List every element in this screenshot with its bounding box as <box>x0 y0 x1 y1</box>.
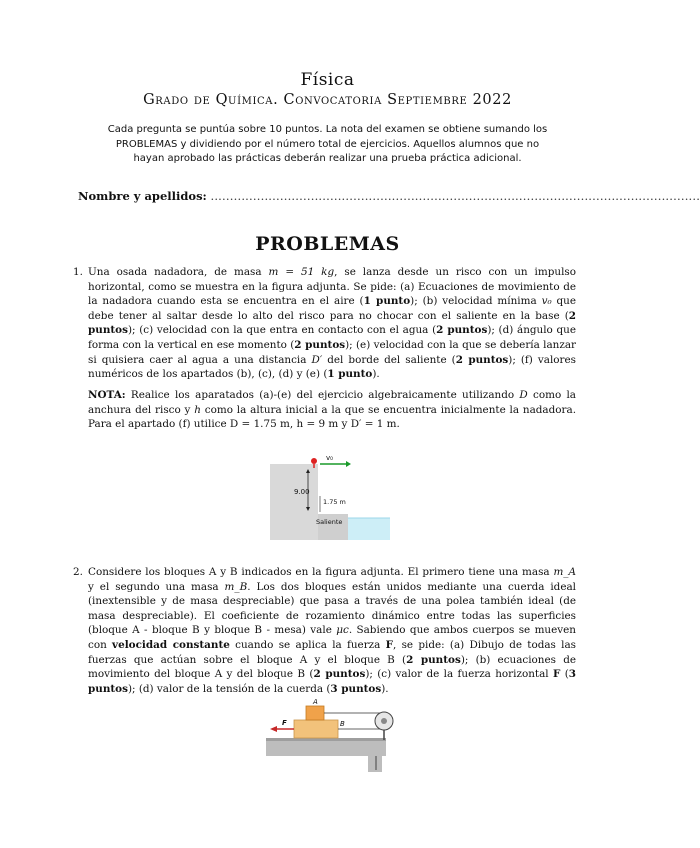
p2-mu: μc <box>336 624 349 637</box>
label-a: A <box>313 698 318 706</box>
label-b: B <box>340 720 345 728</box>
p1-text: ); (c) velocidad con la que entra en contacto con el agua ( <box>127 324 437 337</box>
p1-points: 1 punto <box>327 368 373 381</box>
page-title: Física <box>300 70 355 90</box>
p1-text: , se lanza desde un risco con un impulso horizontal, como se muestra en la figura adjunta. Se pide: (a) Ecuaciones de movimiento de la nadadora cuando esta se encuentra en el aire ( <box>88 266 576 308</box>
p1-points: 2 puntos <box>88 309 576 337</box>
exam-instructions: Cada pregunta se puntúa sobre 10 puntos. La nota del examen se obtiene sumando los PROBLEMAS y dividiendo por el número total de ejercicios. Aquellos alumnos que no hayan aprobado las prácticas deberán realizar una prueba práctica adicional. <box>107 124 548 164</box>
p2-mA: m_A <box>553 566 576 578</box>
label-f: F <box>282 719 287 727</box>
velocity-arrow-head <box>346 461 351 467</box>
blocks-figure <box>264 698 399 783</box>
p2-bold: velocidad constante <box>112 638 230 651</box>
p1-text: ); (b) velocidad mínima <box>410 295 542 308</box>
p1-points: 2 puntos <box>455 353 509 366</box>
p1-text: ); (d) ángulo que forma con la vertical en ese momento ( <box>88 324 576 351</box>
p1-mass: m = 51 kg <box>268 266 335 278</box>
note-text: como la anchura del risco y <box>88 389 576 416</box>
table-leg <box>368 756 382 772</box>
p1-points: 2 puntos <box>294 338 346 351</box>
width-label: 1.75 m <box>323 498 346 506</box>
force-arrow-head <box>270 726 277 732</box>
cliff-figure <box>270 452 390 540</box>
p2-force: F <box>385 638 394 651</box>
p2-mB: m_B <box>224 580 248 593</box>
v0-label: v₀ <box>326 454 333 462</box>
p1-text: del borde del saliente ( <box>322 353 456 366</box>
water <box>348 518 390 540</box>
note-label: NOTA: <box>88 389 126 401</box>
problem-1-note <box>88 388 576 432</box>
problem-2-text <box>88 565 576 696</box>
note-var: h <box>194 403 201 416</box>
p2-text: . Los dos bloques están unidos mediante una cuerda ideal (inextensible y de masa despreciable) que pasa a través de una polea también ideal (de masa despreciable). El coeficiente de rozamiento dinámico entre todas las superficies (bloque A - bloque B y bloque B - mesa) vale <box>88 580 577 637</box>
p2-text: , se pide: (a) Dibujo de todas las fuerzas que actúan sobre el bloque A y el bloque B ( <box>88 638 577 666</box>
p2-points: 3 puntos <box>330 682 382 695</box>
p1-points: 1 punto <box>363 295 411 308</box>
p2-points: 3 puntos <box>88 668 576 695</box>
p2-text: y el segundo una masa <box>88 580 225 593</box>
p1-text: ); (f) valores numéricos de los apartados (b), (c), (d) y (e) ( <box>88 353 576 381</box>
block-a <box>306 706 324 720</box>
p2-text: cuando se aplica la fuerza <box>229 638 386 651</box>
p1-points: 2 puntos <box>436 324 488 337</box>
note-text: Realice los aparatados (a)-(e) del ejercicio algebraicamente utilizando <box>125 389 520 401</box>
pulley-axle <box>381 718 387 724</box>
table <box>266 740 386 756</box>
table-top <box>266 738 386 741</box>
p2-points: 2 puntos <box>313 668 366 681</box>
p2-text: ); (c) valor de la fuerza horizontal <box>365 668 553 681</box>
p2-text: ); (b) ecuaciones de movimiento del bloque A y del bloque B ( <box>88 653 576 681</box>
ledge-label: Saliente <box>316 518 343 526</box>
problem-1-text <box>88 265 576 382</box>
block-b <box>294 720 338 738</box>
p2-text: ). <box>381 682 389 695</box>
note-var: D <box>519 389 528 401</box>
name-field[interactable] <box>78 189 700 203</box>
p1-text: ); (e) velocidad con la que se debería lanzar si quisiera caer al agua a una distancia <box>88 338 576 366</box>
section-title: PROBLEMAS <box>255 233 400 255</box>
p1-v0: v₀ <box>541 295 552 308</box>
p2-text: . Sabiendo que ambos cuerpos se mueven con <box>88 624 576 651</box>
name-label: Nombre y apellidos: <box>78 189 207 203</box>
p2-points: 2 puntos <box>406 653 461 666</box>
swimmer-icon <box>311 458 317 464</box>
cliff-rock <box>270 464 318 540</box>
p1-text: que debe tener al saltar desde lo alto del risco para no chocar con el saliente en la base ( <box>88 295 577 322</box>
p1-text: ). <box>372 368 380 381</box>
note-values: D = 1.75 m, h = 9 m y D′ = 1 m. <box>229 418 400 431</box>
problem-1 <box>74 265 576 382</box>
page-subtitle: Grado de Química. Convocatoria Septiembre 2022 <box>143 92 512 108</box>
note-text: como la altura inicial a la que se encuentra inicialmente la nadadora. Para el apartado (f) utilice <box>88 403 577 431</box>
p1-dprime: D′ <box>311 353 323 366</box>
problem-2 <box>74 565 576 696</box>
problem-1-number: 1. <box>73 266 83 278</box>
height-label: 9.00 <box>294 488 310 496</box>
p2-force: F <box>552 668 561 681</box>
name-dots: ............................................................................................................................... <box>210 189 700 203</box>
problem-2-number: 2. <box>73 566 83 578</box>
p2-text: ( <box>560 668 569 681</box>
p2-text: Considere los bloques A y B indicados en la figura adjunta. El primero tiene una masa <box>88 566 554 578</box>
p1-text: Una osada nadadora, de masa <box>88 266 269 278</box>
p2-text: ); (d) valor de la tensión de la cuerda ( <box>127 682 331 695</box>
